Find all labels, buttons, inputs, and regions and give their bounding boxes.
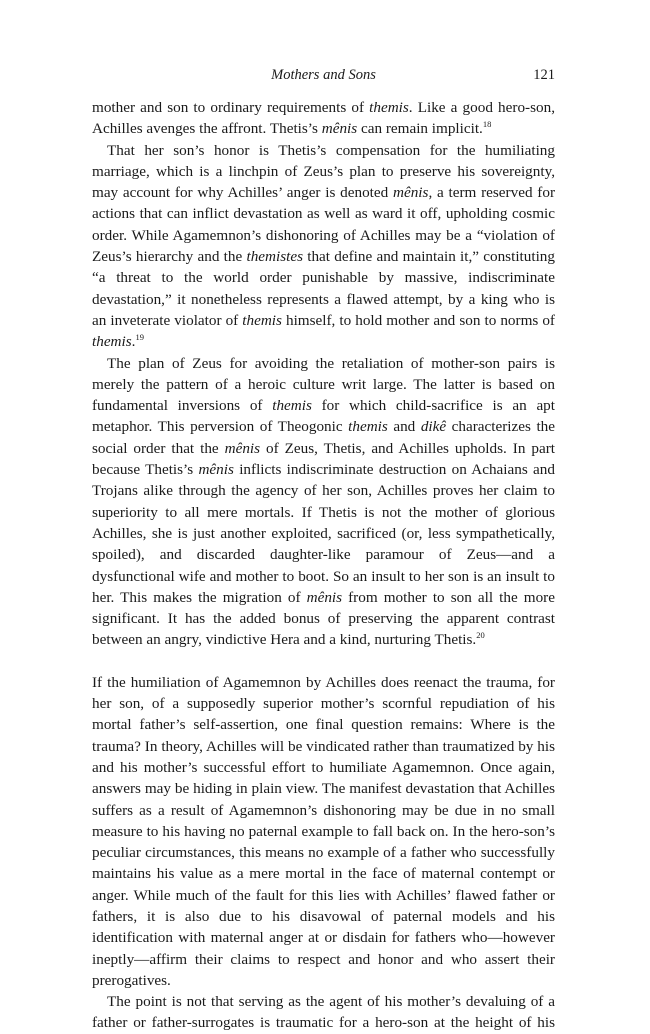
text-run: If the humiliation of Agamemnon by Achilles does reenact the trauma, for her son, of a supposedly superior mother’s scornful repudiation of his mortal father’s self-assertion, one final question remains: Where is the trauma? In theory, Achilles will be vindicated rather than traumatized by his and his mother’s successful effort to humiliate Agamemnon. Once again, answers may be hiding in plain view. The manifest devastation that Achilles suffers as a result of Agamemnon’s dishonoring may be due in no small measure to his having no paternal example to fall back on. In the hero-son’s peculiar circumstances, this means no example of a father who successfully maintains his value as a mere mortal in the face of maternal contempt or anger. While much of the fault for this lies with Achilles’ flawed father or fathers, it is also due to his disavowal of paternal models and his identification with maternal anger at or disdain for fathers who—however ineptly—affirm their claims to respect and honor and who assert their prerogatives. xyxy=(92,673,555,989)
paragraph xyxy=(92,991,555,1034)
running-head: Mothers and Sons xyxy=(271,67,376,83)
text-run: characterizes the social order that the xyxy=(92,418,555,457)
italic-term: mênis xyxy=(198,461,234,479)
text-run: , a term reserved for actions that can inflict devastation as well as ward it off, upholding cosmic order. While Agamemnon’s dishonoring of Achilles may be a “violation of Zeus’s hierarchy and the xyxy=(92,184,556,266)
italic-term: themis xyxy=(92,333,132,351)
footnote-ref: 18 xyxy=(482,119,492,130)
text-run: himself, to hold mother and son to norms of xyxy=(281,311,555,329)
italic-term: mênis xyxy=(321,120,358,138)
text-run: The plan of Zeus for avoiding the retaliation of mother-son pairs is merely the pattern of a heroic culture writ large. The latter is based on fundamental inversions of xyxy=(92,354,555,415)
italic-term: dikê xyxy=(420,418,447,436)
paragraph xyxy=(92,97,555,140)
italic-term: themis xyxy=(272,397,312,415)
footnote-ref: 20 xyxy=(476,630,485,641)
text-run: That her son’s honor is Thetis’s compensation for the humiliating marriage, which is a linchpin of Zeus’s plan to preserve his sovereignty, may account for why Achilles’ anger is denoted xyxy=(92,141,555,202)
text-run: and xyxy=(387,418,421,436)
paragraph xyxy=(92,672,555,991)
footnote-ref: 19 xyxy=(135,332,144,343)
page-header xyxy=(92,67,555,87)
italic-term: mênis xyxy=(306,588,343,606)
italic-term: themis xyxy=(369,99,409,116)
text-run: . xyxy=(131,333,136,351)
text-run: inflicts indiscriminate destruction on Achaians and Trojans alike through the agency of her son, Achilles proves her claim to superiority to all mere mortals. If Thetis is not the mother of glorious Achilles, she is just another exploited, sacrificed (or, less sympathetically, spoiled), and discarded daughter-like paramour of Zeus—and a dysfunctional wife and mother to boot. So an insult to her son is an insult to her. This makes the migration of xyxy=(92,461,555,606)
page-number: 121 xyxy=(533,67,555,83)
text-run: mother and son to ordinary requirements of xyxy=(92,99,370,116)
text-run: of Zeus, Thetis, and Achilles upholds. In part because Thetis’s xyxy=(92,439,555,479)
text-run: for which child-sacrifice is an apt metaphor. This perversion of Theogonic xyxy=(92,397,555,436)
paragraph xyxy=(92,353,555,651)
text-run: . Like a good hero-son, Achilles avenges the affront. Thetis’s xyxy=(92,99,555,138)
italic-term: themis xyxy=(242,311,282,329)
italic-term: mênis xyxy=(224,439,261,457)
text-run: The point is not that serving as the agent of his mother’s devaluing of a father or father-surrogates is traumatic for a hero-son at the height of his xyxy=(92,993,555,1032)
body-text xyxy=(92,97,555,1034)
text-run: can remain implicit. xyxy=(357,120,483,138)
text-run: from mother to son all the more significant. It has the added bonus of preserving the apparent contrast between an angry, vindictive Hera and a kind, nurturing Thetis. xyxy=(92,588,555,649)
text-run: that define and maintain it,” constituting “a threat to the world order punishable by massive, indiscriminate devastation,” it nonetheless represents a flawed attempt, by a king who is an inveterate violator of xyxy=(92,248,555,329)
paragraph xyxy=(92,140,555,353)
italic-term: themis xyxy=(348,418,388,436)
italic-term: themistes xyxy=(246,248,303,266)
italic-term: mênis xyxy=(393,184,429,202)
